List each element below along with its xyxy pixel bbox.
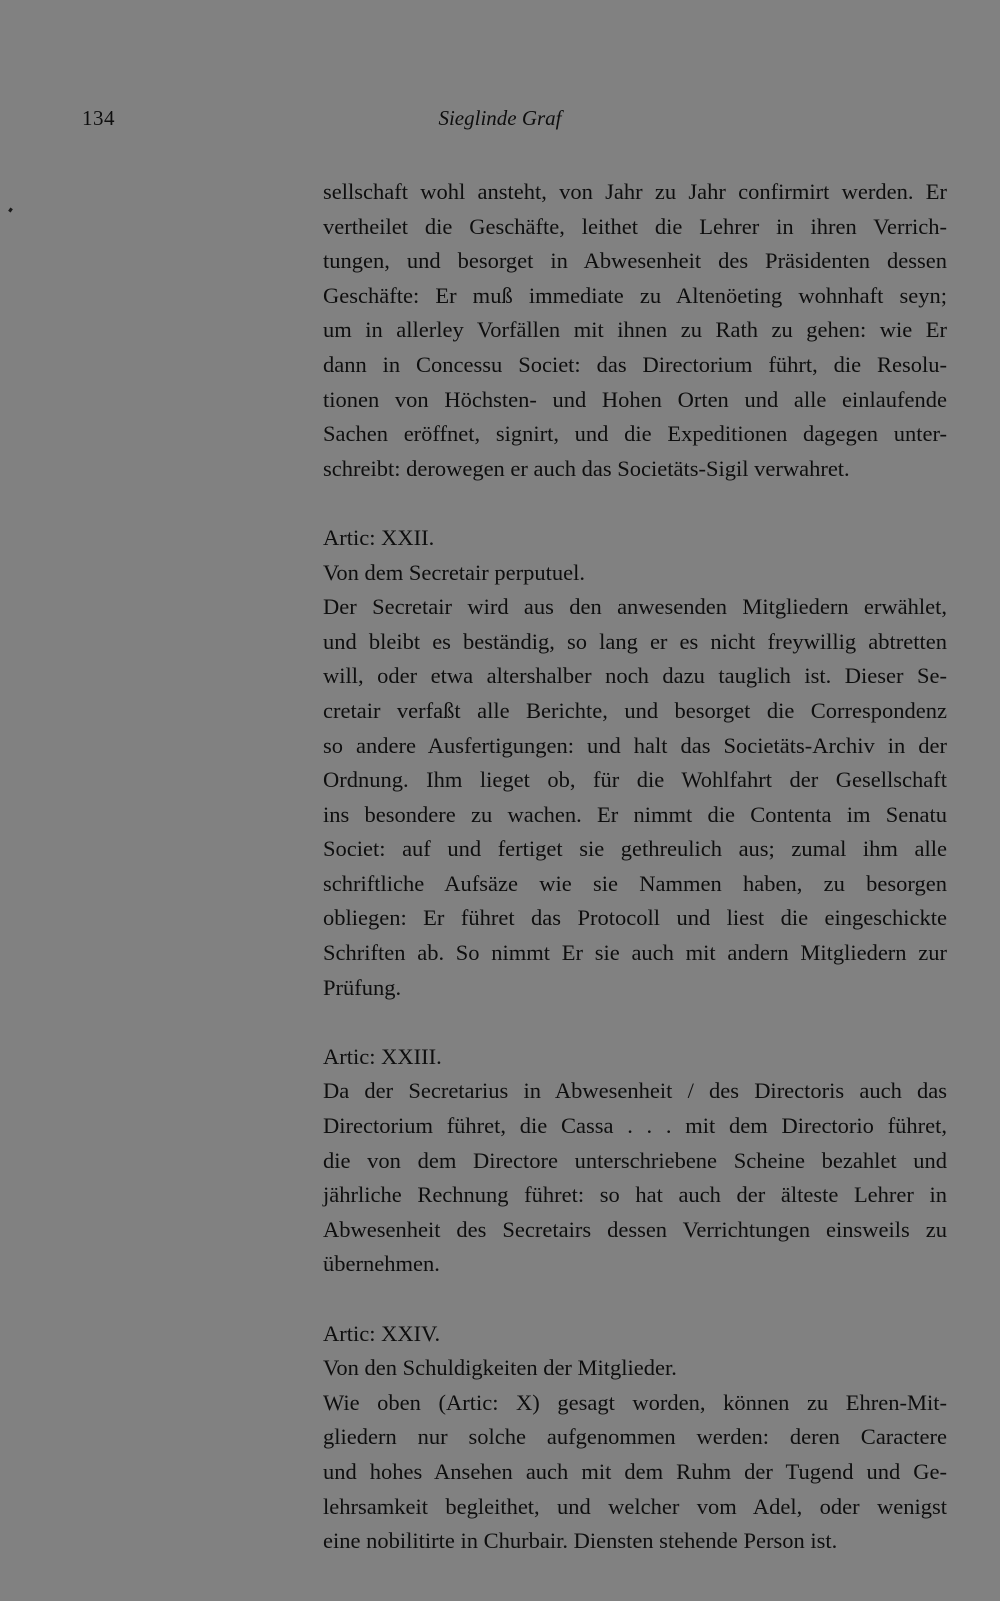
text-line: obliegen: Er führet das Protocoll und liest die eingeschickte (323, 905, 947, 931)
text-line: Der Secretair wird aus den anwesenden Mitgliedern erwählet, (323, 594, 947, 620)
text-line: Ordnung. Ihm lieget ob, für die Wohlfahrt der Gesellschaft (323, 767, 947, 793)
paragraph-continuation (323, 175, 947, 486)
text-line: will, oder etwa altershalber noch dazu tauglich ist. Dieser Se- (323, 663, 947, 689)
article-heading: Artic: XXII. (323, 524, 435, 550)
section-gap (323, 486, 947, 521)
page-body (323, 175, 947, 1559)
page-number: 134 (82, 106, 115, 130)
text-line: schriftliche Aufsäze wie sie Nammen haben, zu besorgen (323, 870, 947, 896)
article-subtitle: Von den Schuldigkeiten der Mitglieder. (323, 1355, 677, 1381)
text-line: tungen, und besorget in Abwesenheit des Präsidenten dessen (323, 248, 947, 274)
text-line: Da der Secretarius in Abwesenheit / des Directoris auch das (323, 1078, 947, 1104)
text-line: und bleibt es beständig, so lang er es nicht freywillig abtretten (323, 628, 947, 654)
text-line: um in allerley Vorfällen mit ihnen zu Rath zu gehen: wie Er (323, 317, 947, 343)
article-22 (323, 521, 947, 1005)
running-head-title: Sieglinde Graf (438, 106, 562, 130)
text-line: Schriften ab. So nimmt Er sie auch mit andern Mitgliedern zur (323, 940, 947, 966)
text-line: gliedern nur solche aufgenommen werden: deren Caractere (323, 1424, 947, 1450)
article-23 (323, 1040, 947, 1282)
text-line: sellschaft wohl ansteht, von Jahr zu Jahr confirmirt werden. Er (323, 179, 947, 204)
text-line: vertheilet die Geschäfte, leithet die Lehrer in ihren Verrich- (323, 213, 947, 239)
text-line: die von dem Directore unterschriebene Scheine bezahlet und (323, 1147, 947, 1173)
article-heading: Artic: XXIII. (323, 1043, 442, 1069)
text-line: tionen von Höchsten- und Hohen Orten und alle einlaufende (323, 386, 947, 412)
text-line: und hohes Ansehen auch mit dem Ruhm der Tugend und Ge- (323, 1458, 947, 1484)
text-line: Wie oben (Artic: X) gesagt worden, können zu Ehren-Mit- (323, 1389, 947, 1415)
text-line: übernehmen. (323, 1251, 440, 1277)
text-line: ins besondere zu wachen. Er nimmt die Contenta im Senatu (323, 801, 947, 827)
text-line: Directorium führet, die Cassa . . . mit dem Directorio führet, (323, 1113, 947, 1139)
text-line: Abwesenheit des Secretairs dessen Verrichtungen einsweils zu (323, 1216, 947, 1242)
text-line: eine nobilitirte in Churbair. Diensten stehende Person ist. (323, 1528, 838, 1554)
text-line: Sachen eröffnet, signirt, und die Expeditionen dagegen unter- (323, 421, 947, 447)
text-line: cretair verfaßt alle Berichte, und besorget die Correspondenz (323, 697, 947, 723)
section-gap (323, 1282, 947, 1317)
section-gap (323, 1005, 947, 1040)
text-line: Prüfung. (323, 974, 402, 1000)
article-heading: Artic: XXIV. (323, 1320, 441, 1346)
scan-speck (8, 208, 13, 213)
text-line: lehrsamkeit begleithet, und welcher vom Adel, oder wenigst (323, 1493, 947, 1519)
text-line: so andere Ausfertigungen: und halt das Societäts-Archiv in der (323, 732, 947, 758)
article-24 (323, 1317, 947, 1559)
text-line: dann in Concessu Societ: das Directorium führt, die Resolu- (323, 351, 947, 377)
article-subtitle: Von dem Secretair perputuel. (323, 559, 586, 585)
text-line: jährliche Rechnung führet: so hat auch der älteste Lehrer in (323, 1182, 947, 1208)
text-line: Geschäfte: Er muß immediate zu Altenöeting wohnhaft seyn; (323, 282, 947, 308)
text-line: schreibt: derowegen er auch das Societäts-Sigil verwahret. (323, 455, 850, 481)
text-line: Societ: auf und fertiget sie gethreulich aus; zumal ihm alle (323, 836, 947, 862)
